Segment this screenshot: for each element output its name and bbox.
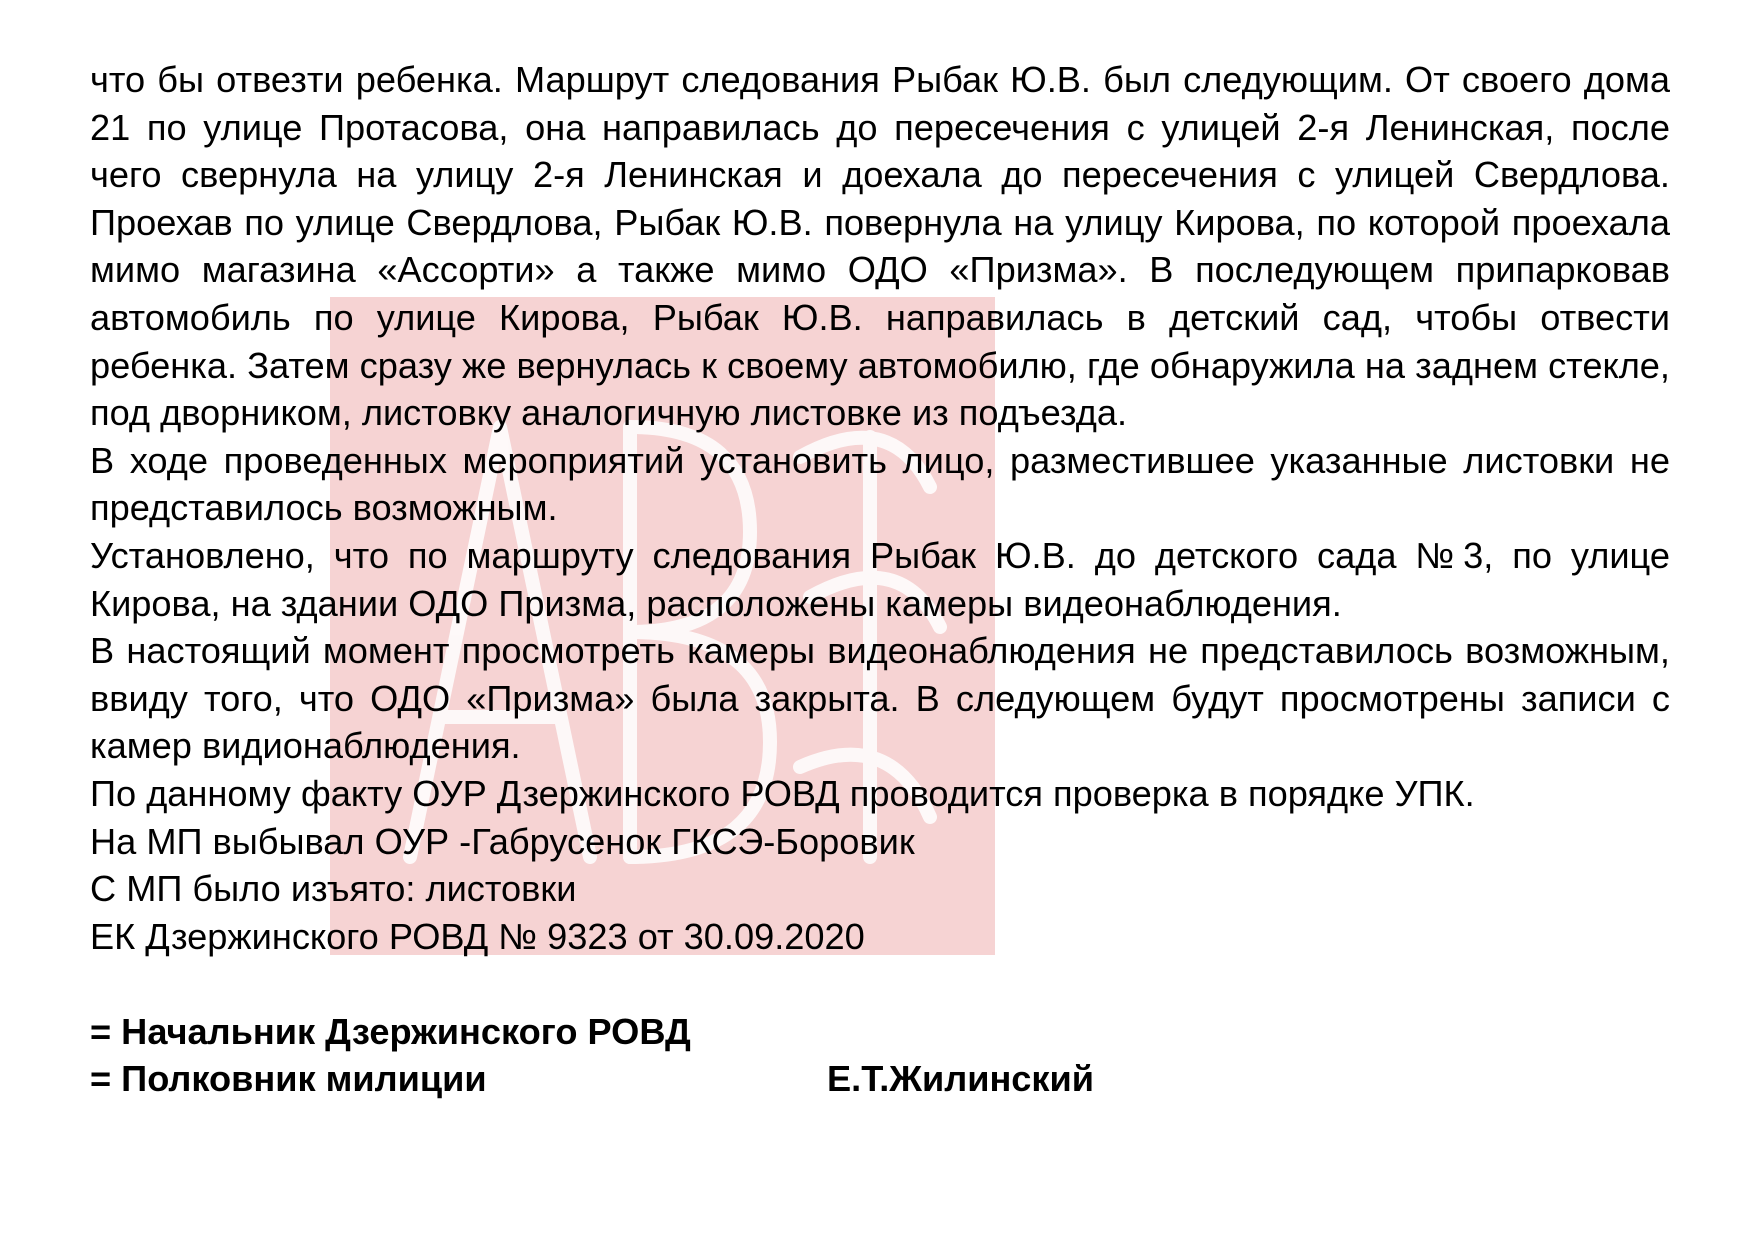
blank-line [90, 960, 1670, 1008]
signature-rank-row [90, 1055, 1670, 1103]
paragraph-investigation: В ходе проведенных мероприятий установить лицо, разместившее указанные листовки не представилось возможным. [90, 439, 1670, 529]
paragraph-camera-review: В настоящий момент просмотреть камеры видеонаблюдения не представилось возможным, ввиду того, что ОДО «Призма» была закрыта. В следующем будут просмотрены записи с камер видионаблюдения. [90, 630, 1670, 767]
paragraph-verification: По данному факту ОУР Дзержинского РОВД проводится проверка в порядке УПК. [90, 772, 1475, 814]
signature-name: Е.Т.Жилинский [827, 1058, 1095, 1100]
paragraph-cameras: Установлено, что по маршруту следования Рыбак Ю.В. до детского сада №3, по улице Кирова, на здании ОДО Призма, расположены камеры видеонаблюдения. [90, 534, 1670, 624]
paragraph-route: что бы отвезти ребенка. Маршрут следования Рыбак Ю.В. был следующим. От своего дома 21 по улице Протасова, она направилась до пересечения с улицей 2-я Ленинская, после чего свернула на улицу 2-я Ленинская и доехала до пересечения с улицей Свердлова. Проехав по улице Свердлова, Рыбак Ю.В. повернула на улицу Кирова, по которой проехала мимо магазина «Ассорти» а также мимо ОДО «Призма». В последующем припарковав автомобиль по улице Кирова, Рыбак Ю.В. направилась в детский сад, чтобы отвести ребенка. Затем сразу же вернулась к своему автомобилю, где обнаружила на заднем стекле, под дворником, листовку аналогичную листовке из подъезда. [90, 59, 1670, 434]
signature-position: = Начальник Дзержинского РОВД [90, 1010, 691, 1052]
line-registry: ЕК Дзержинского РОВД № 9323 от 30.09.2020 [90, 915, 865, 957]
signature-rank: = Полковник милиции [90, 1058, 487, 1100]
line-attendees: На МП выбывал ОУР -Габрусенок ГКСЭ-Боровик [90, 820, 915, 862]
document-body [90, 56, 1670, 1103]
line-seized: С МП было изъято: листовки [90, 868, 577, 910]
